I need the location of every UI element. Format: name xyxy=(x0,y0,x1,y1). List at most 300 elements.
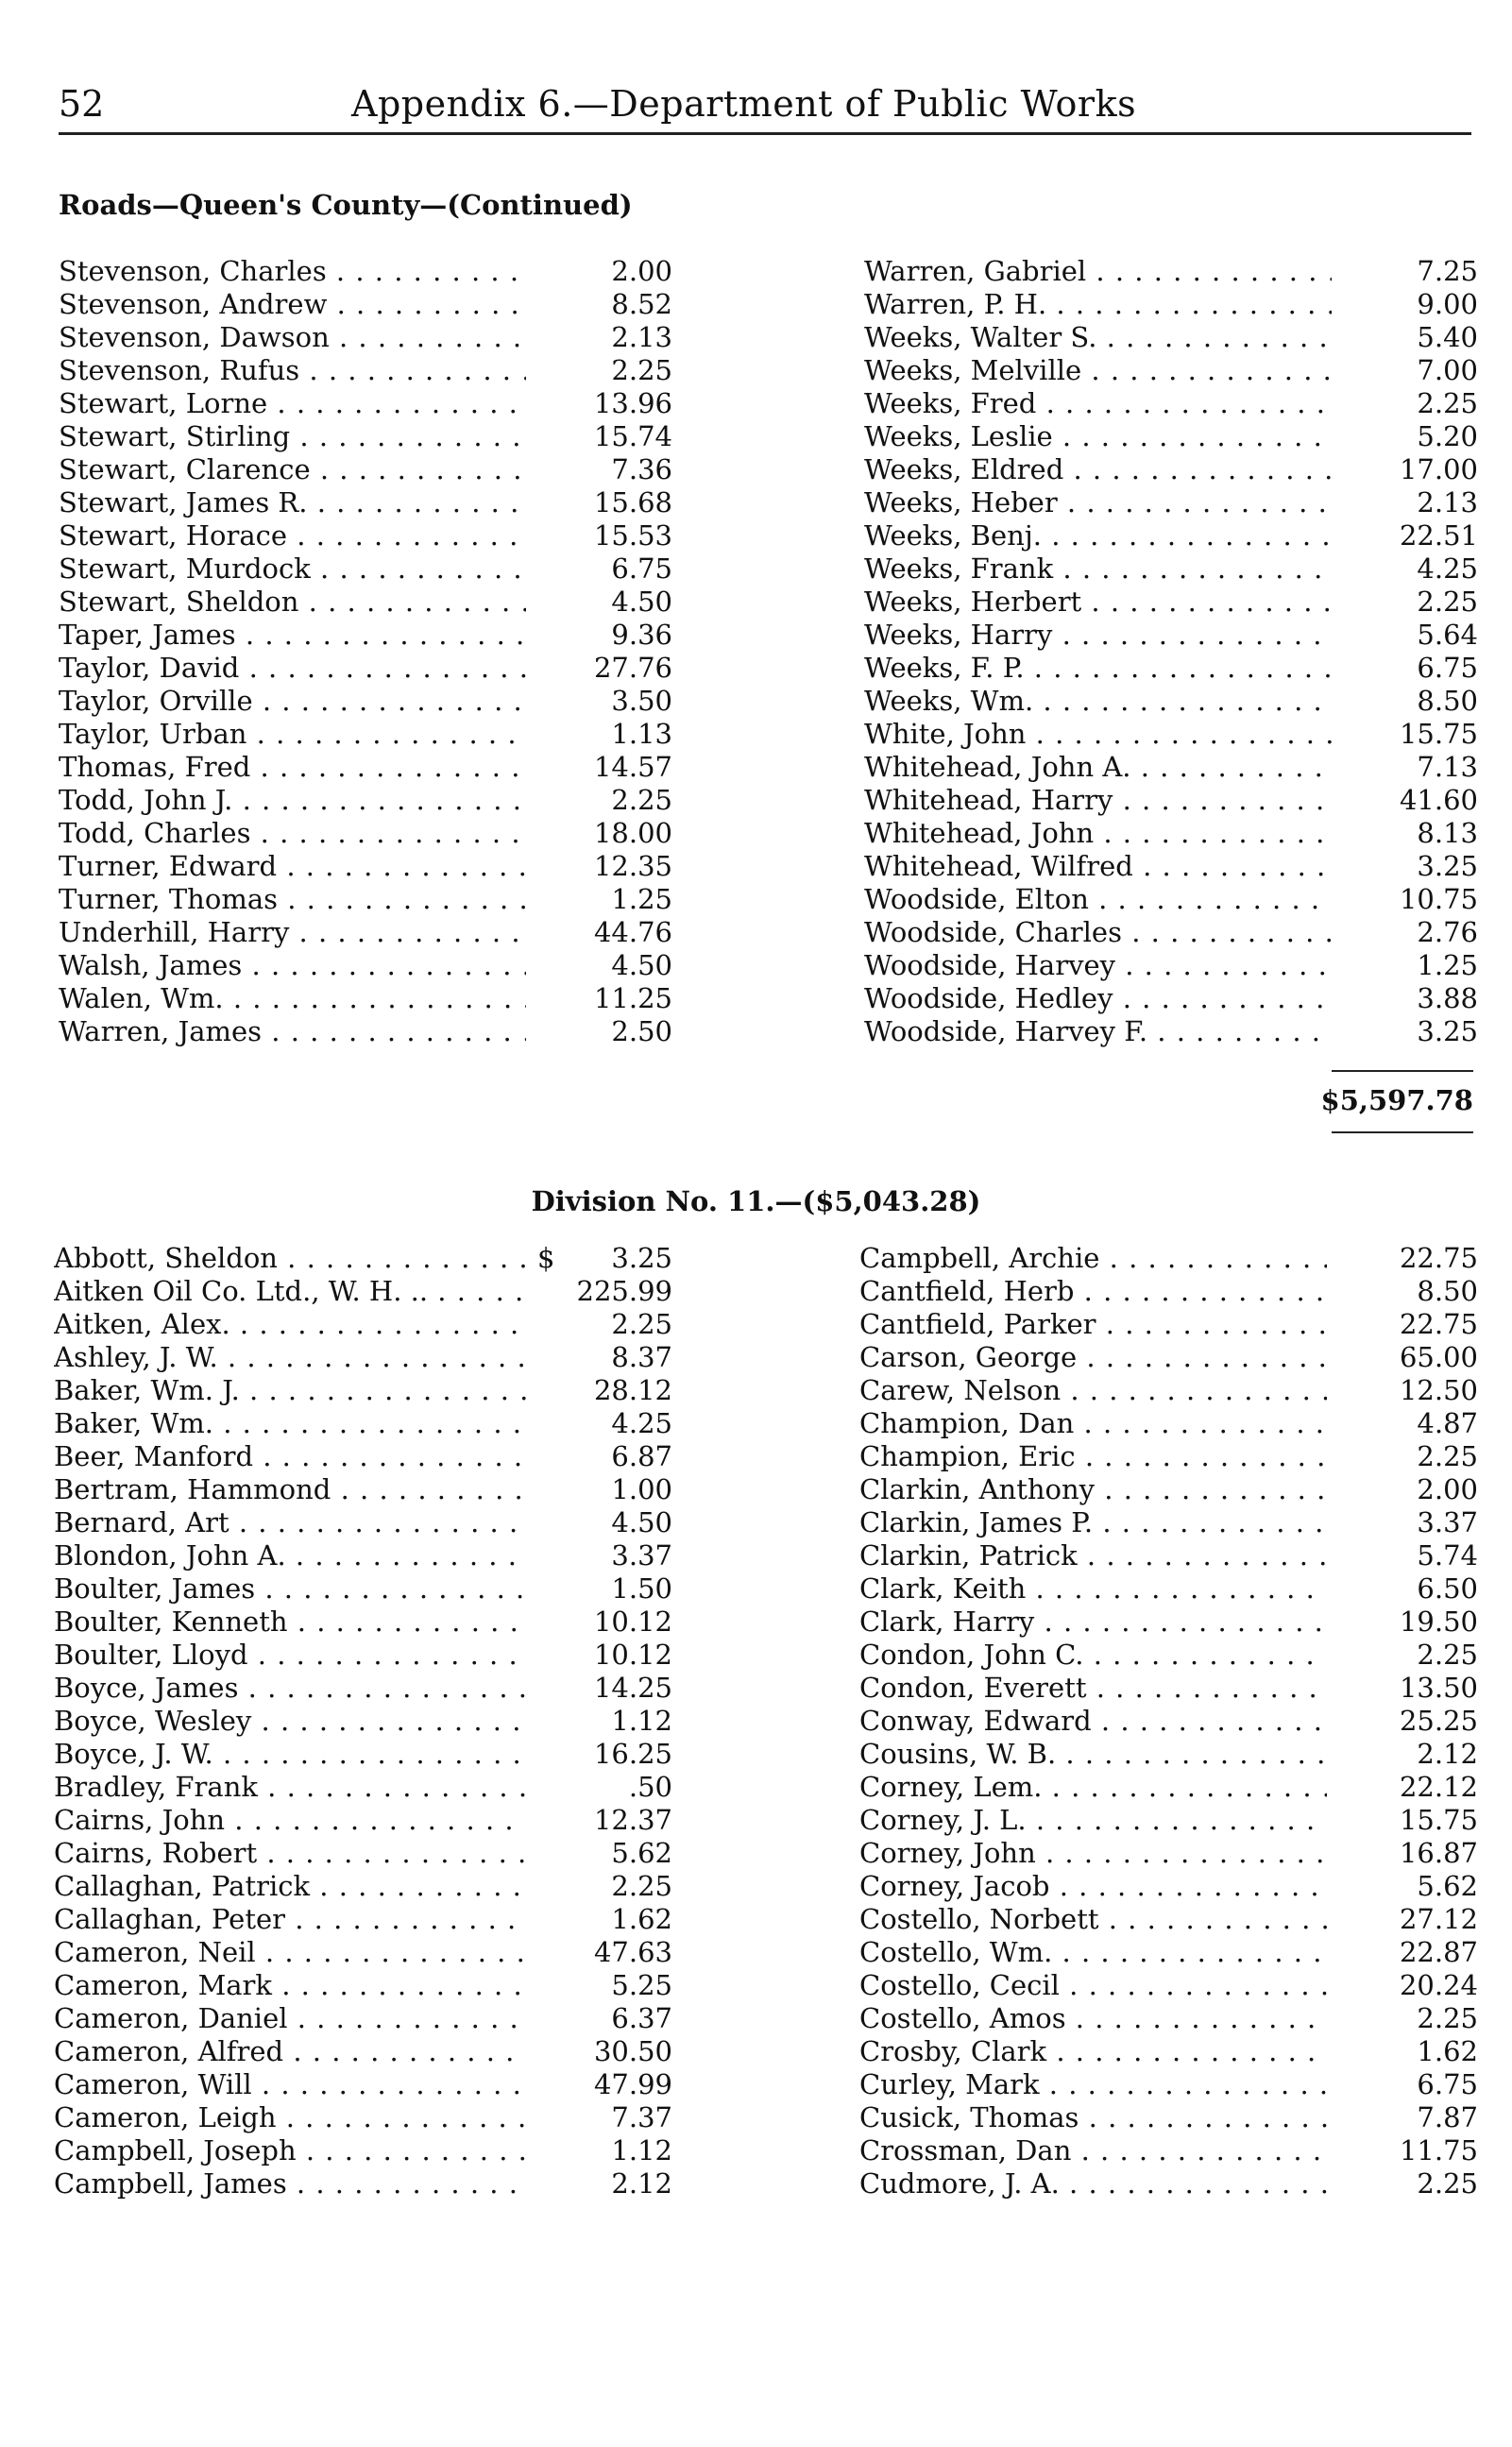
entry-row xyxy=(859,1936,1478,1969)
entry-amount: 2.25 xyxy=(1417,1440,1478,1472)
section2-left-column xyxy=(54,1242,672,2201)
entry-name: Callaghan, Patrick . . . xyxy=(54,1870,526,1903)
entry-amount: 2.25 xyxy=(1417,387,1478,419)
entry-name: Cairns, Robert . . . xyxy=(54,1837,526,1870)
entry-name: Costello, Cecil . . . xyxy=(859,1969,1327,2002)
entry-name: Campbell, Archie . . . xyxy=(859,1242,1327,1275)
entry-row xyxy=(54,1341,672,1374)
entry-row xyxy=(864,586,1478,619)
entry-amount: 5.74 xyxy=(1417,1539,1478,1572)
section-title: Roads—Queen's County—(Continued) xyxy=(59,189,633,221)
entry-row xyxy=(54,1539,672,1572)
entry-row xyxy=(859,1672,1478,1705)
entry-amount: 14.25 xyxy=(593,1672,672,1704)
entry-amount: 2.50 xyxy=(611,1015,672,1047)
entry-row xyxy=(54,1473,672,1506)
entry-amount: 8.13 xyxy=(1417,817,1478,849)
entry-row xyxy=(864,519,1478,552)
entry-amount: 4.50 xyxy=(611,949,672,981)
entry-amount: 3.25 xyxy=(1417,1015,1478,1047)
entry-amount: 10.12 xyxy=(593,1639,672,1671)
entry-row xyxy=(859,1771,1478,1804)
entry-amount: 28.12 xyxy=(593,1374,672,1406)
entry-name: Stevenson, Andrew . . . xyxy=(59,288,526,321)
entry-name: Warren, Gabriel . . . xyxy=(864,255,1332,288)
entry-amount: 4.50 xyxy=(611,1506,672,1538)
entry-name: Boyce, J. W. . . . xyxy=(54,1738,526,1771)
entry-amount: 7.87 xyxy=(1417,2101,1478,2133)
entry-row xyxy=(859,1539,1478,1572)
entry-name: Champion, Eric . . . xyxy=(859,1440,1327,1473)
entry-name: Bertram, Hammond . . . xyxy=(54,1473,526,1506)
entry-row xyxy=(859,1738,1478,1771)
entry-name: Condon, Everett . . . xyxy=(859,1672,1327,1705)
entry-row xyxy=(859,1506,1478,1539)
entry-amount: 1.00 xyxy=(611,1473,672,1505)
entry-name: Corney, J. L. . . . xyxy=(859,1804,1327,1837)
entry-name: Stewart, Clarence . . . xyxy=(59,453,526,486)
entry-row xyxy=(59,387,672,420)
entry-amount: 65.00 xyxy=(1399,1341,1478,1373)
entry-name: Whitehead, Harry . . . xyxy=(864,784,1332,817)
entry-name: Taper, James . . . xyxy=(59,619,526,652)
entry-row xyxy=(859,2002,1478,2035)
entry-name: Weeks, Wm. . . . xyxy=(864,685,1332,718)
entry-name: Weeks, Eldred . . . xyxy=(864,453,1332,486)
entry-name: Beer, Manford . . . xyxy=(54,1440,526,1473)
entry-amount: 25.25 xyxy=(1399,1705,1478,1737)
entry-amount: 2.13 xyxy=(1417,486,1478,518)
entry-name: White, John . . . xyxy=(864,718,1332,751)
entry-amount: 1.12 xyxy=(611,1705,672,1737)
entry-row xyxy=(859,1870,1478,1903)
entry-row xyxy=(864,916,1478,949)
entry-name: Woodside, Harvey . . . xyxy=(864,949,1332,982)
total-rule-bottom xyxy=(1332,1131,1473,1133)
entry-name: Cameron, Alfred . . . xyxy=(54,2035,526,2068)
entry-row xyxy=(59,321,672,354)
entry-row xyxy=(59,420,672,453)
entry-amount: 1.12 xyxy=(611,2134,672,2167)
section1-right-column xyxy=(864,255,1478,1048)
entry-amount: 2.00 xyxy=(611,255,672,287)
entry-name: Stevenson, Dawson . . . xyxy=(59,321,526,354)
entry-amount: 14.57 xyxy=(593,751,672,783)
entry-amount: 17.00 xyxy=(1399,453,1478,485)
entry-amount: 19.50 xyxy=(1399,1606,1478,1638)
entry-name: Campbell, James . . . xyxy=(54,2167,526,2201)
entry-amount: 12.35 xyxy=(593,850,672,882)
entry-name: Champion, Dan . . . xyxy=(859,1407,1327,1440)
entry-name: Woodside, Charles . . . xyxy=(864,916,1332,949)
entry-row xyxy=(864,288,1478,321)
entry-amount: 41.60 xyxy=(1399,784,1478,816)
entry-row xyxy=(54,1870,672,1903)
entry-row xyxy=(59,784,672,817)
entry-row xyxy=(59,883,672,916)
entry-name: Cameron, Neil . . . xyxy=(54,1936,526,1969)
entry-name: Boulter, James . . . xyxy=(54,1572,526,1606)
entry-row xyxy=(859,1969,1478,2002)
entry-amount: 5.20 xyxy=(1417,420,1478,452)
entry-row xyxy=(59,652,672,685)
section2-right-column xyxy=(859,1242,1478,2201)
entry-name: Bernard, Art . . . xyxy=(54,1506,526,1539)
entry-row xyxy=(59,255,672,288)
entry-row xyxy=(859,2167,1478,2201)
entry-row xyxy=(859,1242,1478,1275)
entry-amount: 1.62 xyxy=(611,1903,672,1935)
entry-amount: 22.12 xyxy=(1399,1771,1478,1803)
running-title: Appendix 6.—Department of Public Works xyxy=(351,83,1137,125)
entry-row xyxy=(859,1407,1478,1440)
entry-row xyxy=(859,1606,1478,1639)
entry-name: Costello, Amos . . . xyxy=(859,2002,1327,2035)
entry-name: Aitken, Alex. . . . xyxy=(54,1308,526,1341)
entry-name: Stewart, James R. . . . xyxy=(59,486,526,519)
entry-name: Woodside, Hedley . . . xyxy=(864,982,1332,1015)
entry-amount: 16.87 xyxy=(1399,1837,1478,1869)
entry-name: Woodside, Harvey F. . . . xyxy=(864,1015,1332,1048)
entry-amount: 7.13 xyxy=(1417,751,1478,783)
entry-name: Baker, Wm. J. . . . xyxy=(54,1374,526,1407)
entry-name: Aitken Oil Co. Ltd., W. H. .. . . . xyxy=(54,1275,526,1308)
entry-amount: 2.25 xyxy=(1417,586,1478,618)
entry-amount: 2.76 xyxy=(1417,916,1478,948)
entry-row xyxy=(54,2002,672,2035)
entry-amount: 1.50 xyxy=(611,1572,672,1605)
entry-name: Woodside, Elton . . . xyxy=(864,883,1332,916)
entry-row xyxy=(859,1572,1478,1606)
entry-amount: 5.40 xyxy=(1417,321,1478,353)
entry-row xyxy=(859,2134,1478,2167)
entry-row xyxy=(859,1308,1478,1341)
entry-amount: 2.25 xyxy=(611,1870,672,1902)
entry-amount: 13.50 xyxy=(1399,1672,1478,1704)
entry-name: Cameron, Leigh . . . xyxy=(54,2101,526,2134)
entry-row xyxy=(859,1705,1478,1738)
entry-name: Weeks, Walter S. . . . xyxy=(864,321,1332,354)
entry-row xyxy=(859,2068,1478,2101)
entry-row xyxy=(59,1015,672,1048)
entry-row xyxy=(59,453,672,486)
entry-amount: 15.75 xyxy=(1399,718,1478,750)
entry-row xyxy=(864,486,1478,519)
entry-row xyxy=(859,1639,1478,1672)
entry-name: Cameron, Will . . . xyxy=(54,2068,526,2101)
entry-name: Cantfield, Herb . . . xyxy=(859,1275,1327,1308)
entry-amount: .50 xyxy=(628,1771,672,1803)
entry-amount: 225.99 xyxy=(576,1275,672,1307)
entry-amount: 8.50 xyxy=(1417,685,1478,717)
entry-amount: 7.36 xyxy=(611,453,672,485)
entry-row xyxy=(859,1837,1478,1870)
entry-name: Stewart, Sheldon . . . xyxy=(59,586,526,619)
entry-amount: 5.62 xyxy=(1417,1870,1478,1902)
entry-name: Blondon, John A. . . . xyxy=(54,1539,526,1572)
entry-name: Conway, Edward . . . xyxy=(859,1705,1327,1738)
entry-row xyxy=(59,552,672,586)
entry-amount: 13.96 xyxy=(593,387,672,419)
entry-amount: 2.12 xyxy=(1417,1738,1478,1770)
entry-amount: 6.75 xyxy=(1417,652,1478,684)
entry-name: Cantfield, Parker . . . xyxy=(859,1308,1327,1341)
section1-total: $5,597.78 xyxy=(1320,1084,1473,1116)
entry-row xyxy=(864,1015,1478,1048)
entry-row xyxy=(54,1506,672,1539)
entry-name: Costello, Norbett . . . xyxy=(859,1903,1327,1936)
entry-amount: 3.50 xyxy=(611,685,672,717)
entry-name: Corney, Jacob . . . xyxy=(859,1870,1327,1903)
entry-name: Whitehead, John . . . xyxy=(864,817,1332,850)
entry-name: Weeks, Fred . . . xyxy=(864,387,1332,420)
entry-amount: 12.37 xyxy=(593,1804,672,1836)
entry-row xyxy=(859,1903,1478,1936)
entry-name: Callaghan, Peter . . . xyxy=(54,1903,526,1936)
entry-row xyxy=(59,288,672,321)
entry-name: Stevenson, Rufus . . . xyxy=(59,354,526,387)
entry-row xyxy=(54,1936,672,1969)
entry-name: Todd, John J. . . . xyxy=(59,784,526,817)
entry-name: Cairns, John . . . xyxy=(54,1804,526,1837)
entry-amount: 5.62 xyxy=(611,1837,672,1869)
section1-left-column xyxy=(59,255,672,1048)
entry-row xyxy=(864,685,1478,718)
entry-row xyxy=(864,420,1478,453)
entry-name: Abbott, Sheldon . . . xyxy=(54,1242,526,1275)
entry-row xyxy=(54,1374,672,1407)
entry-amount: 27.12 xyxy=(1399,1903,1478,1935)
entry-amount: 8.52 xyxy=(611,288,672,320)
entry-amount: 1.25 xyxy=(1417,949,1478,981)
page-header xyxy=(59,83,1471,135)
entry-amount: 4.25 xyxy=(611,1407,672,1439)
entry-row xyxy=(864,817,1478,850)
entry-amount: 3.25 xyxy=(611,1242,672,1274)
entry-row xyxy=(864,883,1478,916)
entry-amount: 7.00 xyxy=(1417,354,1478,386)
entry-row xyxy=(54,2101,672,2134)
entry-amount: 20.24 xyxy=(1399,1969,1478,2001)
entry-name: Corney, Lem. . . . xyxy=(859,1771,1327,1804)
entry-row xyxy=(54,1242,672,1275)
entry-row xyxy=(864,718,1478,751)
entry-name: Stewart, Murdock . . . xyxy=(59,552,526,586)
entry-name: Clarkin, Anthony . . . xyxy=(859,1473,1327,1506)
entry-name: Walen, Wm. . . . xyxy=(59,982,526,1015)
entry-row xyxy=(54,1440,672,1473)
entry-name: Weeks, Benj. . . . xyxy=(864,519,1332,552)
entry-row xyxy=(864,652,1478,685)
entry-amount: 6.50 xyxy=(1417,1572,1478,1605)
entry-amount: 3.88 xyxy=(1417,982,1478,1014)
entry-row xyxy=(59,850,672,883)
entry-amount: 2.25 xyxy=(1417,2002,1478,2034)
entry-amount: 5.64 xyxy=(1417,619,1478,651)
entry-amount: 47.63 xyxy=(593,1936,672,1968)
entry-amount: 15.68 xyxy=(593,486,672,518)
entry-amount: 22.75 xyxy=(1399,1308,1478,1340)
entry-amount: 2.25 xyxy=(611,784,672,816)
entry-row xyxy=(54,1705,672,1738)
entry-row xyxy=(859,1804,1478,1837)
entry-row xyxy=(54,2134,672,2167)
entry-row xyxy=(59,916,672,949)
entry-amount: 2.25 xyxy=(611,1308,672,1340)
entry-amount: 6.75 xyxy=(611,552,672,585)
entry-row xyxy=(59,519,672,552)
entry-amount: 2.13 xyxy=(611,321,672,353)
entry-amount: 2.12 xyxy=(611,2167,672,2200)
entry-name: Carson, George . . . xyxy=(859,1341,1327,1374)
entry-row xyxy=(859,1440,1478,1473)
entry-row xyxy=(54,1639,672,1672)
entry-name: Thomas, Fred . . . xyxy=(59,751,526,784)
entry-amount: 7.37 xyxy=(611,2101,672,2133)
entry-row xyxy=(59,949,672,982)
entry-amount: 10.75 xyxy=(1399,883,1478,915)
entry-name: Whitehead, John A. . . . xyxy=(864,751,1332,784)
entry-name: Cameron, Daniel . . . xyxy=(54,2002,526,2035)
entry-amount: 7.25 xyxy=(1417,255,1478,287)
entry-row xyxy=(54,1407,672,1440)
entry-name: Boyce, James . . . xyxy=(54,1672,526,1705)
entry-amount: 10.12 xyxy=(593,1606,672,1638)
entry-amount: 30.50 xyxy=(593,2035,672,2067)
entry-amount: 2.25 xyxy=(611,354,672,386)
entry-row xyxy=(59,619,672,652)
entry-amount: 47.99 xyxy=(593,2068,672,2100)
entry-row xyxy=(59,586,672,619)
entry-row xyxy=(54,1738,672,1771)
entry-amount: 9.36 xyxy=(611,619,672,651)
entry-row xyxy=(864,751,1478,784)
entry-name: Turner, Edward . . . xyxy=(59,850,526,883)
entry-name: Boulter, Kenneth . . . xyxy=(54,1606,526,1639)
entry-name: Underhill, Harry . . . xyxy=(59,916,526,949)
entry-row xyxy=(864,949,1478,982)
entry-amount: 15.53 xyxy=(593,519,672,552)
entry-name: Clarkin, James P. . . . xyxy=(859,1506,1327,1539)
entry-row xyxy=(864,354,1478,387)
entry-amount: 6.87 xyxy=(611,1440,672,1472)
entry-row xyxy=(54,1837,672,1870)
entry-amount: 1.62 xyxy=(1417,2035,1478,2067)
entry-row xyxy=(54,1572,672,1606)
entry-row xyxy=(59,718,672,751)
entry-row xyxy=(54,1275,672,1308)
entry-row xyxy=(864,619,1478,652)
dollar-sign: $ xyxy=(537,1242,555,1274)
entry-amount: 4.87 xyxy=(1417,1407,1478,1439)
entry-amount: 2.25 xyxy=(1417,2167,1478,2200)
entry-name: Stevenson, Charles . . . xyxy=(59,255,526,288)
entry-amount: 22.87 xyxy=(1399,1936,1478,1968)
entry-amount: 27.76 xyxy=(593,652,672,684)
entry-row xyxy=(54,2068,672,2101)
entry-amount: 1.25 xyxy=(611,883,672,915)
entry-name: Crosby, Clark . . . xyxy=(859,2035,1327,2068)
entry-name: Weeks, Herbert . . . xyxy=(864,586,1332,619)
entry-name: Cudmore, J. A. . . . xyxy=(859,2167,1327,2201)
entry-row xyxy=(864,784,1478,817)
entry-name: Warren, P. H. . . . xyxy=(864,288,1332,321)
page-number: 52 xyxy=(59,83,105,125)
entry-amount: 15.75 xyxy=(1399,1804,1478,1836)
entry-name: Crossman, Dan . . . xyxy=(859,2134,1327,2167)
entry-row xyxy=(864,552,1478,586)
entry-amount: 12.50 xyxy=(1399,1374,1478,1406)
entry-name: Curley, Mark . . . xyxy=(859,2068,1327,2101)
entry-name: Carew, Nelson . . . xyxy=(859,1374,1327,1407)
entry-row xyxy=(54,1672,672,1705)
division-title: Division No. 11.—($5,043.28) xyxy=(531,1185,981,1217)
entry-row xyxy=(54,1969,672,2002)
entry-name: Stewart, Lorne . . . xyxy=(59,387,526,420)
entry-row xyxy=(59,982,672,1015)
entry-row xyxy=(864,387,1478,420)
entry-name: Cameron, Mark . . . xyxy=(54,1969,526,2002)
entry-row xyxy=(54,1804,672,1837)
entry-name: Walsh, James . . . xyxy=(59,949,526,982)
entry-name: Boyce, Wesley . . . xyxy=(54,1705,526,1738)
entry-name: Cusick, Thomas . . . xyxy=(859,2101,1327,2134)
entry-amount: 3.25 xyxy=(1417,850,1478,882)
entry-amount: 11.25 xyxy=(593,982,672,1014)
entry-name: Condon, John C. . . . xyxy=(859,1639,1327,1672)
entry-name: Campbell, Joseph . . . xyxy=(54,2134,526,2167)
entry-amount: 18.00 xyxy=(593,817,672,849)
entry-name: Whitehead, Wilfred . . . xyxy=(864,850,1332,883)
entry-row xyxy=(864,982,1478,1015)
entry-name: Costello, Wm. . . . xyxy=(859,1936,1327,1969)
entry-name: Clark, Harry . . . xyxy=(859,1606,1327,1639)
entry-row xyxy=(864,255,1478,288)
entry-amount: 3.37 xyxy=(611,1539,672,1572)
entry-name: Clark, Keith . . . xyxy=(859,1572,1327,1606)
entry-row xyxy=(54,1771,672,1804)
entry-row xyxy=(59,817,672,850)
entry-row xyxy=(859,1341,1478,1374)
entry-amount: 5.25 xyxy=(611,1969,672,2001)
entry-amount: 8.50 xyxy=(1417,1275,1478,1307)
entry-name: Weeks, Leslie . . . xyxy=(864,420,1332,453)
entry-name: Stewart, Horace . . . xyxy=(59,519,526,552)
entry-amount: 3.37 xyxy=(1417,1506,1478,1538)
entry-amount: 15.74 xyxy=(593,420,672,452)
entry-name: Bradley, Frank . . . xyxy=(54,1771,526,1804)
entry-amount: 2.00 xyxy=(1417,1473,1478,1505)
entry-name: Boulter, Lloyd . . . xyxy=(54,1639,526,1672)
entry-row xyxy=(59,751,672,784)
entry-amount: 4.25 xyxy=(1417,552,1478,585)
entry-row xyxy=(59,486,672,519)
entry-amount: 16.25 xyxy=(593,1738,672,1770)
entry-amount: 2.25 xyxy=(1417,1639,1478,1671)
entry-name: Ashley, J. W. . . . xyxy=(54,1341,526,1374)
entry-name: Taylor, Urban . . . xyxy=(59,718,526,751)
entry-name: Weeks, Harry . . . xyxy=(864,619,1332,652)
entry-name: Corney, John . . . xyxy=(859,1837,1327,1870)
entry-name: Cousins, W. B. . . . xyxy=(859,1738,1327,1771)
entry-row xyxy=(864,321,1478,354)
entry-amount: 6.37 xyxy=(611,2002,672,2034)
entry-row xyxy=(864,453,1478,486)
entry-row xyxy=(54,1308,672,1341)
entry-row xyxy=(54,1903,672,1936)
entry-row xyxy=(859,1275,1478,1308)
entry-name: Turner, Thomas . . . xyxy=(59,883,526,916)
